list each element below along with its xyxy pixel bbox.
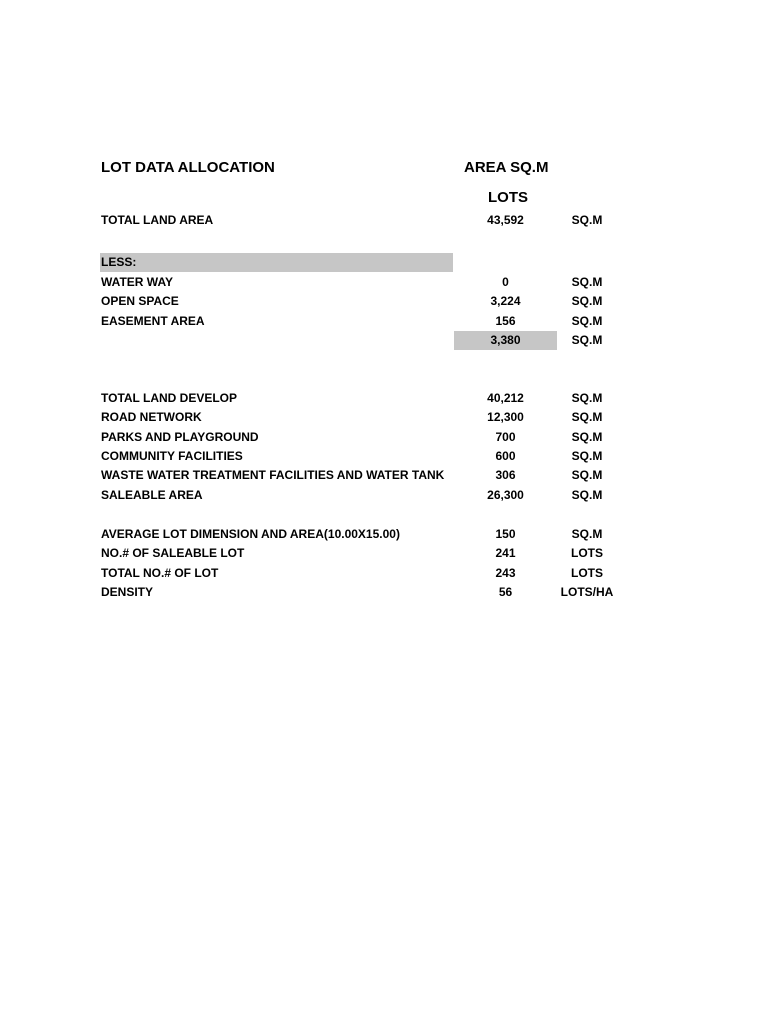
row-value: 40,212	[487, 391, 524, 405]
row-value: 12,300	[487, 410, 524, 424]
row-unit: SQ.M	[571, 314, 603, 328]
row-unit: SQ.M	[571, 527, 603, 541]
row-label: PARKS AND PLAYGROUND	[101, 430, 259, 444]
row-label: NO.# OF SALEABLE LOT	[101, 546, 245, 560]
row-unit: SQ.M	[571, 410, 603, 424]
row-value: 306	[495, 468, 516, 482]
subtotal-value: 3,380	[490, 333, 521, 347]
development-row	[0, 388, 768, 408]
less-row	[0, 252, 768, 272]
page-title: LOT DATA ALLOCATION	[101, 159, 275, 176]
area-column-header: AREA SQ.M	[464, 159, 549, 176]
row-value: 56	[498, 585, 513, 599]
row-unit: SQ.M	[571, 213, 603, 227]
row-unit: SQ.M	[571, 275, 603, 289]
row-unit: SQ.M	[571, 449, 603, 463]
row-label: EASEMENT AREA	[101, 314, 205, 328]
lots-row	[0, 582, 768, 602]
row-label: TOTAL LAND DEVELOP	[101, 391, 238, 405]
row-value: 26,300	[487, 488, 524, 502]
row-label: TOTAL NO.# OF LOT	[101, 566, 219, 580]
row-value: 600	[495, 449, 516, 463]
row-value: 700	[495, 430, 516, 444]
row-unit: SQ.M	[571, 391, 603, 405]
row-label: TOTAL LAND AREA	[101, 213, 214, 227]
row-label: OPEN SPACE	[101, 294, 179, 308]
lots-row	[0, 524, 768, 544]
row-value: 150	[495, 527, 516, 541]
less-item-row	[0, 311, 768, 331]
less-subtotal-row	[0, 330, 768, 350]
row-value: 43,592	[487, 213, 524, 227]
less-item-row	[0, 291, 768, 311]
row-value: 243	[495, 566, 516, 580]
row-unit: SQ.M	[571, 468, 603, 482]
less-item-row	[0, 272, 768, 292]
development-row	[0, 427, 768, 447]
less-label: LESS:	[101, 255, 137, 269]
lots-row	[0, 563, 768, 583]
row-label: AVERAGE LOT DIMENSION AND AREA(10.00X15.00)	[101, 527, 400, 541]
row-value: 156	[495, 314, 516, 328]
row-value: 3,224	[490, 294, 521, 308]
lots-column-header: LOTS	[488, 189, 528, 206]
row-label: WASTE WATER TREATMENT FACILITIES AND WATER TANK	[101, 468, 445, 482]
row-value: 0	[502, 275, 509, 289]
row-value: 241	[495, 546, 516, 560]
row-label: ROAD NETWORK	[101, 410, 202, 424]
row-unit: SQ.M	[571, 488, 603, 502]
row-label: DENSITY	[101, 585, 154, 599]
total-land-area-row	[0, 210, 768, 230]
row-label: SALEABLE AREA	[101, 488, 203, 502]
row-label: WATER WAY	[101, 275, 174, 289]
row-unit: LOTS	[571, 566, 603, 580]
development-row	[0, 465, 768, 485]
development-row	[0, 446, 768, 466]
lots-row	[0, 543, 768, 563]
row-unit: LOTS	[571, 546, 603, 560]
subtotal-unit: SQ.M	[571, 333, 603, 347]
development-row	[0, 407, 768, 427]
row-unit: SQ.M	[571, 430, 603, 444]
row-label: COMMUNITY FACILITIES	[101, 449, 243, 463]
row-unit: LOTS/HA	[560, 585, 614, 599]
development-row	[0, 485, 768, 505]
row-unit: SQ.M	[571, 294, 603, 308]
